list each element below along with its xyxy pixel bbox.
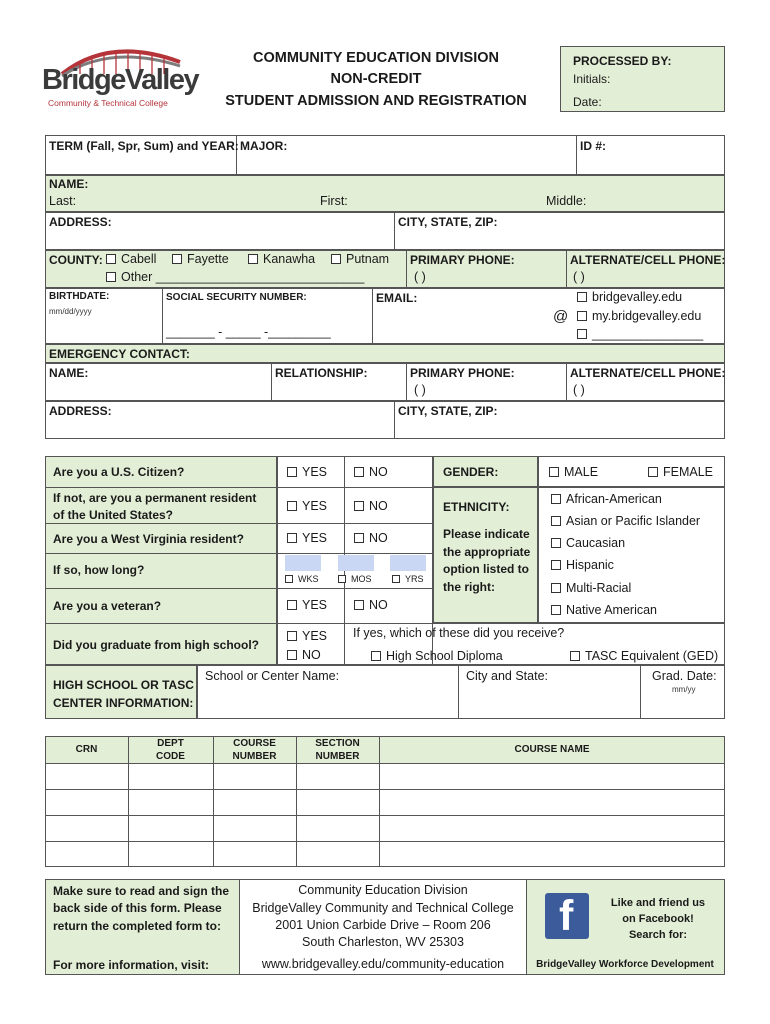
permanent-question-1: If not, are you a permanent resident bbox=[53, 491, 257, 505]
relationship-field[interactable]: RELATIONSHIP: bbox=[275, 366, 368, 380]
checkbox-icon bbox=[354, 467, 364, 477]
footer-more: For more information, visit: bbox=[53, 958, 210, 972]
checkbox-icon bbox=[549, 467, 559, 477]
email-field[interactable]: EMAIL: bbox=[376, 291, 418, 305]
emergency-primary-phone-field[interactable]: PRIMARY PHONE: bbox=[410, 366, 515, 380]
name-row bbox=[45, 175, 725, 212]
checkbox-icon bbox=[354, 533, 364, 543]
emergency-alternate-paren: ( ) bbox=[573, 383, 585, 397]
gender-female[interactable]: FEMALE bbox=[648, 465, 713, 479]
checkbox-icon bbox=[172, 254, 182, 264]
hs-diploma-option[interactable]: High School Diploma bbox=[371, 649, 503, 663]
processed-by-title: PROCESSED BY: bbox=[573, 54, 672, 68]
ssn-label: SOCIAL SECURITY NUMBER: bbox=[166, 292, 307, 303]
course-header-1: COURSE bbox=[233, 738, 276, 749]
ssn-field[interactable]: _______ - _____ -_________ bbox=[166, 325, 331, 339]
checkbox-icon bbox=[331, 254, 341, 264]
checkbox-icon bbox=[287, 600, 297, 610]
middle-name-field[interactable]: Middle: bbox=[546, 194, 587, 208]
ethnicity-hint-3: option listed to bbox=[443, 562, 529, 576]
address-field[interactable]: ADDRESS: bbox=[49, 215, 112, 229]
permanent-yes[interactable]: YES bbox=[287, 499, 327, 513]
header-line-2: NON-CREDIT bbox=[330, 71, 422, 87]
checkbox-icon bbox=[577, 311, 587, 321]
how-long-question: If so, how long? bbox=[53, 563, 145, 577]
gender-label: GENDER: bbox=[443, 465, 499, 479]
grad-date-field[interactable]: Grad. Date: bbox=[652, 669, 717, 683]
header-line-3: STUDENT ADMISSION AND REGISTRATION bbox=[225, 93, 527, 109]
emergency-name-field[interactable]: NAME: bbox=[49, 366, 89, 380]
section-header-1: SECTION bbox=[315, 738, 360, 749]
email-domain-my-bridgevalley[interactable]: my.bridgevalley.edu bbox=[577, 309, 701, 323]
checkbox-icon bbox=[551, 494, 561, 504]
hs-info-label-2: CENTER INFORMATION: bbox=[53, 696, 194, 710]
footer-address-1: Community Education Division bbox=[298, 883, 468, 897]
major-field[interactable]: MAJOR: bbox=[240, 139, 288, 153]
facebook-text-3: Search for: bbox=[628, 929, 688, 941]
checkbox-icon bbox=[287, 631, 297, 641]
ethnicity-native-american[interactable]: Native American bbox=[551, 603, 657, 617]
tasc-option[interactable]: TASC Equivalent (GED) bbox=[570, 649, 718, 663]
veteran-yes[interactable]: YES bbox=[287, 598, 327, 612]
checkbox-icon bbox=[570, 651, 580, 661]
dept-header-2: CODE bbox=[156, 751, 185, 762]
email-at-symbol: @ bbox=[553, 308, 569, 325]
footer-address-2: BridgeValley Community and Technical College bbox=[252, 901, 514, 915]
ethnicity-hint-2: the appropriate bbox=[443, 545, 531, 559]
alternate-phone-field[interactable]: ALTERNATE/CELL PHONE: bbox=[570, 253, 726, 267]
emergency-address-field[interactable]: ADDRESS: bbox=[49, 404, 112, 418]
citizen-question: Are you a U.S. Citizen? bbox=[53, 465, 185, 479]
checkbox-icon bbox=[248, 254, 258, 264]
checkbox-icon bbox=[338, 575, 346, 583]
citizen-yes[interactable]: YES bbox=[287, 465, 327, 479]
college-logo bbox=[40, 40, 199, 116]
footer-url-link[interactable]: www.bridgevalley.edu/community-education bbox=[261, 957, 505, 971]
hs-info-label-cell bbox=[45, 665, 197, 719]
course-header-2: NUMBER bbox=[232, 751, 277, 762]
county-label: COUNTY: bbox=[49, 253, 103, 267]
alternate-phone-paren: ( ) bbox=[573, 270, 585, 284]
first-name-field[interactable]: First: bbox=[320, 194, 348, 208]
hs-yes[interactable]: YES bbox=[287, 629, 327, 643]
ethnicity-hispanic[interactable]: Hispanic bbox=[551, 558, 614, 572]
address-row bbox=[45, 212, 725, 250]
birthdate-field[interactable]: BIRTHDATE: bbox=[49, 291, 110, 302]
weeks-option[interactable]: WKS bbox=[285, 574, 319, 584]
id-field[interactable]: ID #: bbox=[580, 139, 607, 153]
checkbox-icon bbox=[354, 501, 364, 511]
county-putnam[interactable]: Putnam bbox=[331, 252, 389, 266]
months-option[interactable]: MOS bbox=[338, 574, 372, 584]
checkbox-icon bbox=[285, 575, 293, 583]
facebook-text-1: Like and friend us bbox=[610, 897, 706, 909]
ethnicity-hint-1: Please indicate bbox=[443, 527, 530, 541]
checkbox-icon bbox=[392, 575, 400, 583]
facebook-icon[interactable]: f bbox=[545, 893, 589, 939]
county-fayette[interactable]: Fayette bbox=[172, 252, 229, 266]
checkbox-icon bbox=[551, 560, 561, 570]
weeks-input[interactable] bbox=[285, 555, 321, 571]
name-label: NAME: bbox=[49, 177, 89, 191]
hs-question: Did you graduate from high school? bbox=[53, 638, 260, 652]
primary-phone-paren: ( ) bbox=[414, 270, 426, 284]
veteran-question: Are you a veteran? bbox=[53, 599, 162, 613]
ethnicity-caucasian[interactable]: Caucasian bbox=[551, 536, 625, 550]
checkbox-icon bbox=[551, 583, 561, 593]
ethnicity-asian-pacific[interactable]: Asian or Pacific Islander bbox=[551, 514, 700, 528]
ethnicity-multi-racial[interactable]: Multi-Racial bbox=[551, 581, 631, 595]
hs-info-label-1: HIGH SCHOOL OR TASC bbox=[53, 678, 194, 692]
emergency-title: EMERGENCY CONTACT: bbox=[49, 347, 190, 361]
checkbox-icon bbox=[648, 467, 658, 477]
footer-read-2: back side of this form. Please bbox=[53, 901, 222, 915]
school-city-field[interactable]: City and State: bbox=[466, 669, 548, 683]
veteran-no[interactable]: NO bbox=[354, 598, 388, 612]
checkbox-icon bbox=[106, 272, 116, 282]
gender-male[interactable]: MALE bbox=[549, 465, 598, 479]
footer-read-3: return the completed form to: bbox=[53, 919, 222, 933]
permanent-no[interactable]: NO bbox=[354, 499, 388, 513]
permanent-question-2: of the United States? bbox=[53, 508, 174, 522]
facebook-page-name: BridgeValley Workforce Development bbox=[536, 959, 714, 970]
logo-brand: BridgeValley bbox=[42, 64, 199, 96]
email-domain-bridgevalley[interactable]: bridgevalley.edu bbox=[577, 290, 682, 304]
checkbox-icon bbox=[287, 650, 297, 660]
checkbox-icon bbox=[551, 516, 561, 526]
ethnicity-label: ETHNICITY: bbox=[443, 500, 510, 514]
county-kanawha[interactable]: Kanawha bbox=[248, 252, 315, 266]
years-input[interactable] bbox=[390, 555, 426, 571]
processed-by-box bbox=[560, 46, 725, 112]
footer-address-4: South Charleston, WV 25303 bbox=[302, 935, 464, 949]
school-name-field[interactable]: School or Center Name: bbox=[205, 669, 340, 683]
ethnicity-hint-4: the right: bbox=[443, 580, 495, 594]
checkbox-icon bbox=[551, 605, 561, 615]
checkbox-icon bbox=[106, 254, 116, 264]
emergency-alternate-phone-field[interactable]: ALTERNATE/CELL PHONE: bbox=[570, 366, 726, 380]
hs-no[interactable]: NO bbox=[287, 648, 321, 662]
checkbox-icon bbox=[354, 600, 364, 610]
ethnicity-african-american[interactable]: African-American bbox=[551, 492, 662, 506]
grad-date-format: mm/yy bbox=[672, 685, 696, 694]
wv-no[interactable]: NO bbox=[354, 531, 388, 545]
emergency-city-field[interactable]: CITY, STATE, ZIP: bbox=[398, 404, 498, 418]
checkbox-icon bbox=[287, 467, 297, 477]
emergency-primary-paren: ( ) bbox=[414, 383, 426, 397]
checkbox-icon bbox=[551, 538, 561, 548]
city-state-zip-field[interactable]: CITY, STATE, ZIP: bbox=[398, 215, 498, 229]
hs-which-label: If yes, which of these did you receive? bbox=[353, 626, 565, 640]
checkbox-icon bbox=[287, 533, 297, 543]
birthdate-format: mm/dd/yyyy bbox=[49, 307, 92, 316]
initials-field[interactable]: Initials: bbox=[573, 72, 611, 86]
last-name-field[interactable]: Last: bbox=[49, 194, 77, 208]
emergency-address-row bbox=[45, 401, 725, 439]
logo-tagline: Community & Technical College bbox=[48, 98, 168, 108]
months-input[interactable] bbox=[338, 555, 374, 571]
header-line-1: COMMUNITY EDUCATION DIVISION bbox=[253, 50, 499, 66]
checkbox-icon bbox=[371, 651, 381, 661]
dept-header-1: DEPT bbox=[157, 738, 184, 749]
section-header-2: NUMBER bbox=[315, 751, 360, 762]
checkbox-icon bbox=[287, 501, 297, 511]
term-field[interactable]: TERM (Fall, Spr, Sum) and YEAR: bbox=[49, 139, 239, 153]
county-other[interactable]: Other ______________________________ bbox=[106, 270, 364, 284]
county-cabell[interactable]: Cabell bbox=[106, 252, 156, 266]
footer-address-3: 2001 Union Carbide Drive – Room 206 bbox=[275, 918, 491, 932]
years-option[interactable]: YRS bbox=[392, 574, 424, 584]
course-name-header: COURSE NAME bbox=[514, 744, 590, 755]
citizen-no[interactable]: NO bbox=[354, 465, 388, 479]
checkbox-icon bbox=[577, 329, 587, 339]
crn-header: CRN bbox=[75, 744, 98, 755]
checkbox-icon bbox=[577, 292, 587, 302]
facebook-text-2: on Facebook! bbox=[622, 913, 694, 925]
wv-question: Are you a West Virginia resident? bbox=[53, 532, 244, 546]
wv-yes[interactable]: YES bbox=[287, 531, 327, 545]
footer-read-1: Make sure to read and sign the bbox=[53, 884, 230, 898]
primary-phone-field[interactable]: PRIMARY PHONE: bbox=[410, 253, 515, 267]
email-domain-other[interactable]: ________________ bbox=[577, 327, 703, 341]
processed-date-field[interactable]: Date: bbox=[573, 95, 602, 109]
